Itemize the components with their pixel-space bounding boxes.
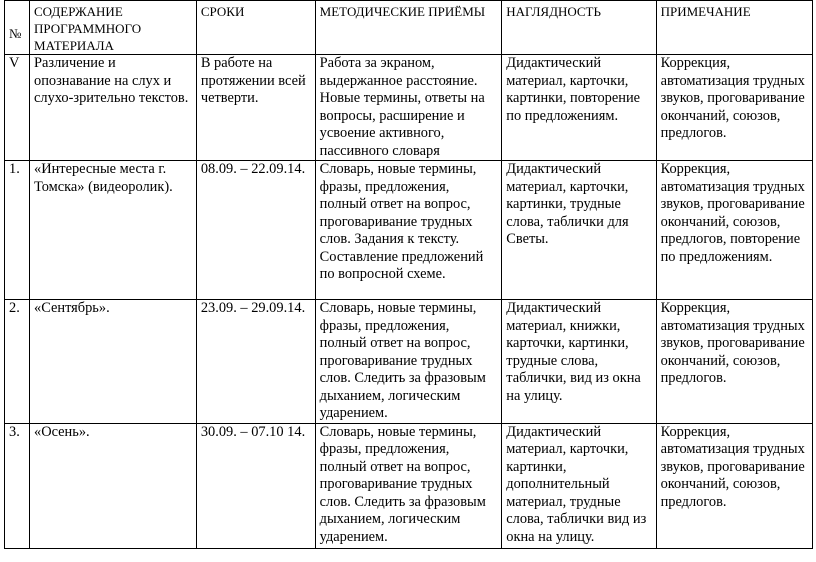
header-number: № — [5, 1, 30, 55]
cell-dates: 23.09. – 29.09.14. — [196, 300, 315, 424]
cell-notes: Коррекция, автоматизация трудных звуков, проговаривание окончаний, союзов, предлогов, повторение по предложениям. — [656, 161, 812, 300]
header-content: СОДЕРЖАНИЕ ПРОГРАММНОГО МАТЕРИАЛА — [30, 1, 197, 55]
header-row — [5, 1, 813, 55]
cell-dates: 08.09. – 22.09.14. — [196, 161, 315, 300]
cell-notes: Коррекция, автоматизация трудных звуков, проговаривание окончаний, союзов, предлогов. — [656, 55, 812, 161]
cell-dates: В работе на протяжении всей четверти. — [196, 55, 315, 161]
cell-methods: Словарь, новые термины, фразы, предложения, полный ответ на вопрос, проговаривание трудных слов. Следить за фразовым дыханием, логическим ударением. — [315, 300, 502, 424]
cell-number: 3. — [5, 423, 30, 548]
cell-visuals: Дидактический материал, книжки, карточки, картинки, трудные слова, таблички, вид из окна на улицу. — [502, 300, 656, 424]
header-dates: СРОКИ — [196, 1, 315, 55]
cell-notes: Коррекция, автоматизация трудных звуков, проговаривание окончаний, союзов, предлогов. — [656, 423, 812, 548]
cell-visuals: Дидактический материал, карточки, картинки, дополнительный материал, трудные слова, таблички вид из окна на улицу. — [502, 423, 656, 548]
cell-content: «Осень». — [30, 423, 197, 548]
cell-visuals: Дидактический материал, карточки, картинки, повторение по предложениям. — [502, 55, 656, 161]
cell-content: «Сентябрь». — [30, 300, 197, 424]
table-row — [5, 300, 813, 424]
cell-methods: Работа за экраном, выдержанное расстояние. Новые термины, ответы на вопросы, расширение и усвоение активного, пассивного словаря — [315, 55, 502, 161]
header-notes: ПРИМЕЧАНИЕ — [656, 1, 812, 55]
table-row — [5, 161, 813, 300]
table-row — [5, 423, 813, 548]
cell-methods: Словарь, новые термины, фразы, предложения, полный ответ на вопрос, проговаривание трудных слов. Задания к тексту. Составление предложений по вопросной схеме. — [315, 161, 502, 300]
cell-visuals: Дидактический материал, карточки, картинки, трудные слова, таблички для Светы. — [502, 161, 656, 300]
lesson-plan-table — [4, 0, 813, 549]
cell-content: Различение и опознавание на слух и слухо-зрительно текстов. — [30, 55, 197, 161]
header-methods: МЕТОДИЧЕСКИЕ ПРИЁМЫ — [315, 1, 502, 55]
cell-notes: Коррекция, автоматизация трудных звуков, проговаривание окончаний, союзов, предлогов. — [656, 300, 812, 424]
cell-dates: 30.09. – 07.10 14. — [196, 423, 315, 548]
header-visuals: НАГЛЯДНОСТЬ — [502, 1, 656, 55]
cell-methods: Словарь, новые термины, фразы, предложения, полный ответ на вопрос, проговаривание трудных слов. Следить за фразовым дыханием, логическим ударением. — [315, 423, 502, 548]
cell-content: «Интересные места г. Томска» (видеоролик). — [30, 161, 197, 300]
cell-number: 2. — [5, 300, 30, 424]
table-row — [5, 55, 813, 161]
cell-number: V — [5, 55, 30, 161]
cell-number: 1. — [5, 161, 30, 300]
